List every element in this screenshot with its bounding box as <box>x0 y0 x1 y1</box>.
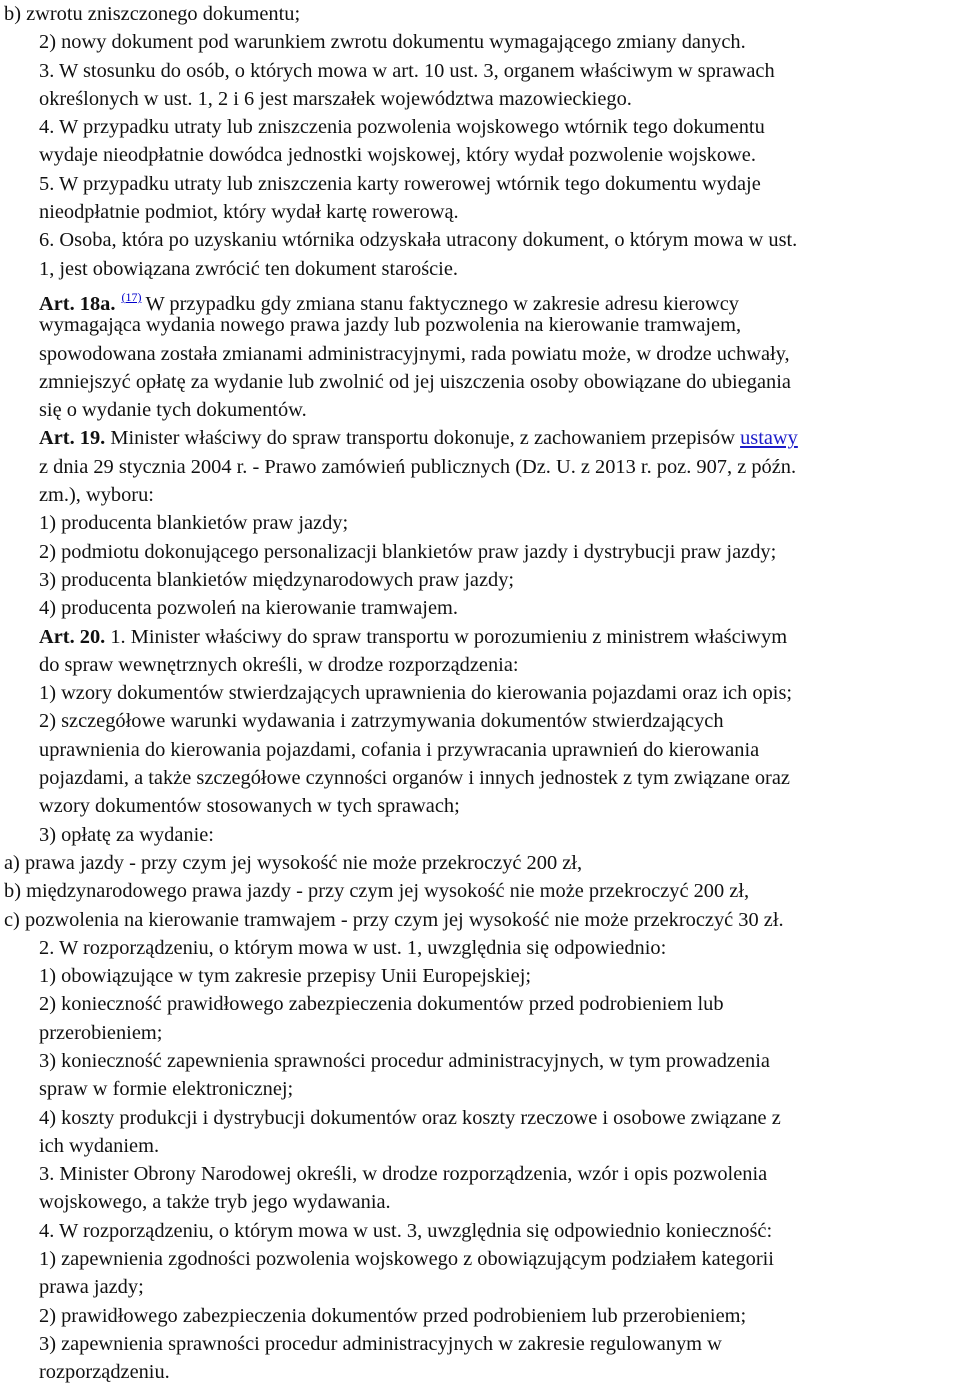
paragraph-5-cont: nieodpłatnie podmiot, który wydał kartę rowerową. <box>39 201 459 224</box>
list-item-2-cont: wzory dokumentów stosowanych w tych sprawach; <box>39 795 460 818</box>
article-19-cont: zm.), wyboru: <box>39 484 154 507</box>
article-19 <box>0 424 960 452</box>
list-item-2-cont: uprawnienia do kierowania pojazdami, cofania i przywracania uprawnień do kierowania <box>39 738 760 761</box>
list-item-3-cont: rozporządzeniu. <box>39 1361 170 1384</box>
list-item-2-cont: przerobieniem; <box>39 1021 163 1044</box>
article-18a <box>0 283 960 315</box>
paragraph-3: 3. W stosunku do osób, o których mowa w art. 10 ust. 3, organem właściwym w sprawach <box>39 59 775 82</box>
article-18a-cont: się o wydanie tych dokumentów. <box>39 399 307 422</box>
list-item-c: c) pozwolenia na kierowanie tramwajem - przy czym jej wysokość nie może przekroczyć 30 zł. <box>4 908 784 931</box>
paragraph-3-cont: wojskowego, a także tryb jego wydawania. <box>39 1191 391 1214</box>
article-text: W przypadku gdy zmiana stanu faktycznego w zakresie adresu kierowcy <box>145 292 740 315</box>
article-18a-cont: wymagająca wydania nowego prawa jazdy lub pozwolenia na kierowanie tramwajem, <box>39 314 742 337</box>
list-item-2: 2) podmiotu dokonującego personalizacji blankietów praw jazdy i dystrybucji praw jazdy; <box>39 540 777 563</box>
list-item-b: b) międzynarodowego prawa jazdy - przy czym jej wysokość nie może przekroczyć 200 zł, <box>4 880 750 903</box>
list-item-4: 4) koszty produkcji i dystrybucji dokumentów oraz koszty rzeczowe i osobowe związane z <box>39 1106 781 1129</box>
paragraph-4-cont: wydaje nieodpłatnie dowódca jednostki wojskowej, który wydał pozwolenie wojskowe. <box>39 144 756 167</box>
article-text: Minister właściwy do spraw transportu dokonuje, z zachowaniem przepisów <box>110 427 735 450</box>
paragraph-3-cont: określonych w ust. 1, 2 i 6 jest marszałek województwa mazowieckiego. <box>39 87 632 110</box>
article-heading: Art. 19. <box>39 427 106 450</box>
list-item-1: 1) producenta blankietów praw jazdy; <box>39 512 349 535</box>
list-item-b: b) zwrotu zniszczonego dokumentu; <box>4 3 301 25</box>
article-heading: Art. 18a. <box>39 292 116 315</box>
list-item-3: 3) zapewnienia sprawności procedur administracyjnych w zakresie regulowanym w <box>39 1332 722 1355</box>
paragraph-4: 4. W rozporządzeniu, o którym mowa w ust. 3, uwzględnia się odpowiednio konieczność: <box>39 1219 773 1242</box>
list-item-1: 1) obowiązujące w tym zakresie przepisy Unii Europejskiej; <box>39 965 532 988</box>
list-item-2: 2) nowy dokument pod warunkiem zwrotu dokumentu wymagającego zmiany danych. <box>39 31 746 54</box>
footnote-ref-link[interactable]: (17) <box>121 289 142 304</box>
list-item-3: 3) konieczność zapewnienia sprawności procedur administracyjnych, w tym prowadzenia <box>39 1049 770 1072</box>
article-heading: Art. 20. <box>39 625 106 648</box>
article-20 <box>0 623 960 651</box>
article-18a-cont: zmniejszyć opłatę za wydanie lub zwolnić od jej uiszczenia osoby obowiązane do ubiegania <box>39 370 791 393</box>
list-item-4-cont: ich wydaniem. <box>39 1134 160 1157</box>
list-item-a: a) prawa jazdy - przy czym jej wysokość nie może przekroczyć 200 zł, <box>4 851 583 874</box>
list-item-1: 1) zapewnienia zgodności pozwolenia wojskowego z obowiązującym podziałem kategorii <box>39 1248 774 1271</box>
article-19-cont: z dnia 29 stycznia 2004 r. - Prawo zamówień publicznych (Dz. U. z 2013 r. poz. 907, z późn. <box>39 455 797 478</box>
list-item-1-cont: prawa jazdy; <box>39 1276 144 1299</box>
list-item-1: 1) wzory dokumentów stwierdzających uprawnienia do kierowania pojazdami oraz ich opis; <box>39 682 793 705</box>
article-text: 1. Minister właściwy do spraw transportu w porozumieniu z ministrem właściwym <box>110 625 788 648</box>
article-20-cont: do spraw wewnętrznych określi, w drodze rozporządzenia: <box>39 653 519 676</box>
list-item-2: 2) szczegółowe warunki wydawania i zatrzymywania dokumentów stwierdzających <box>39 710 724 733</box>
list-item-2: 2) prawidłowego zabezpieczenia dokumentów przed podrobieniem lub przerobieniem; <box>39 1304 747 1327</box>
paragraph-6-cont: 1, jest obowiązana zwrócić ten dokument staroście. <box>39 257 458 280</box>
list-item-3: 3) producenta blankietów międzynarodowych praw jazdy; <box>39 568 515 591</box>
paragraph-5: 5. W przypadku utraty lub zniszczenia karty rowerowej wtórnik tego dokumentu wydaje <box>39 172 761 195</box>
paragraph-6: 6. Osoba, która po uzyskaniu wtórnika odzyskała utracony dokument, o którym mowa w ust. <box>39 229 798 252</box>
list-item-2: 2) konieczność prawidłowego zabezpieczenia dokumentów przed podrobieniem lub <box>39 993 724 1016</box>
paragraph-4: 4. W przypadku utraty lub zniszczenia pozwolenia wojskowego wtórnik tego dokumentu <box>39 116 765 139</box>
list-item-3-cont: spraw w formie elektronicznej; <box>39 1078 294 1101</box>
list-item-2-cont: pojazdami, a także szczegółowe czynności organów i innych jednostek z tym związane oraz <box>39 767 790 790</box>
list-item-4: 4) producenta pozwoleń na kierowanie tramwajem. <box>39 597 458 620</box>
paragraph-2: 2. W rozporządzeniu, o którym mowa w ust. 1, uwzględnia się odpowiednio: <box>39 936 667 959</box>
list-item-3: 3) opłatę za wydanie: <box>39 823 214 846</box>
article-18a-cont: spowodowana została zmianami administracyjnymi, rada powiatu może, w drodze uchwały, <box>39 342 790 365</box>
ustawa-link[interactable]: ustawy <box>740 427 798 450</box>
paragraph-3: 3. Minister Obrony Narodowej określi, w drodze rozporządzenia, wzór i opis pozwolenia <box>39 1163 768 1186</box>
